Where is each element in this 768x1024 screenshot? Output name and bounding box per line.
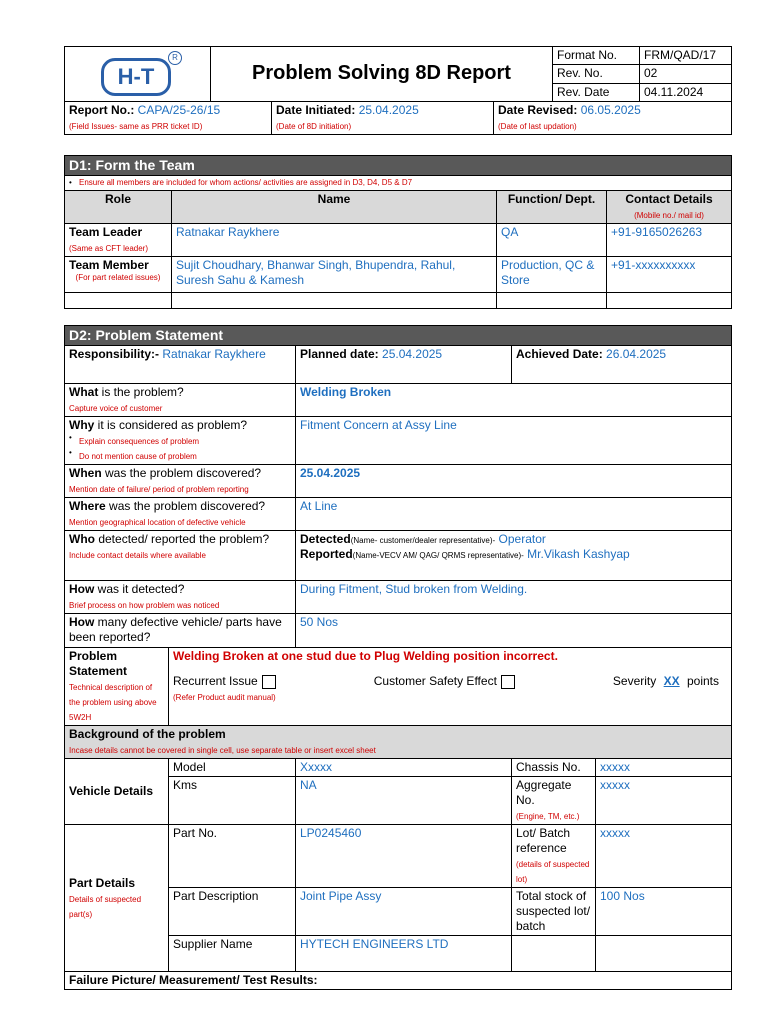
team-member-function: Production, QC & Store bbox=[497, 257, 607, 293]
col-contact: Contact Details (Mobile no./ mail id) bbox=[607, 191, 732, 224]
report-page bbox=[64, 46, 731, 990]
report-info-table bbox=[64, 101, 732, 135]
problem-statement-text: Welding Broken at one stud due to Plug Welding position incorrect. bbox=[173, 649, 558, 663]
report-no-label: Report No.: bbox=[69, 103, 135, 117]
team-leader-function: QA bbox=[497, 224, 607, 257]
what-question: What is the problem? Capture voice of customer bbox=[65, 384, 296, 417]
meta-value: 04.11.2024 bbox=[640, 83, 732, 101]
logo-cell bbox=[65, 47, 211, 102]
how-many-answer: 50 Nos bbox=[296, 614, 732, 648]
d1-table bbox=[64, 155, 732, 309]
company-logo bbox=[101, 53, 178, 96]
chassis-value: xxxxx bbox=[596, 759, 732, 777]
page-title-cell bbox=[211, 47, 553, 102]
stock-value: 100 Nos bbox=[596, 888, 732, 936]
part-details-label: Part Details Details of suspected part(s) bbox=[65, 825, 169, 972]
part-no-value: LP0245460 bbox=[296, 825, 512, 888]
supplier-value: HYTECH ENGINEERS LTD bbox=[296, 936, 512, 972]
who-answer: Detected(Name- customer/dealer representative)- Operator Reported(Name-VECV AM/ QAG/ QRMS representative)- Mr.Vikash Kashyap bbox=[296, 531, 732, 581]
planned-date-cell: Planned date: 25.04.2025 bbox=[296, 346, 512, 384]
team-member-name: Sujit Choudhary, Bhanwar Singh, Bhupendra, Rahul, Suresh Sahu & Kamesh bbox=[172, 257, 497, 293]
kms-value: NA bbox=[296, 777, 512, 825]
severity-label: Severity bbox=[612, 674, 657, 688]
date-revised-note: (Date of last updation) bbox=[498, 122, 577, 131]
col-role: Role bbox=[65, 191, 172, 224]
achieved-date-cell: Achieved Date: 26.04.2025 bbox=[512, 346, 732, 384]
vehicle-details-label: Vehicle Details bbox=[65, 759, 169, 825]
aggregate-value: xxxxx bbox=[596, 777, 732, 825]
safety-effect-label: Customer Safety Effect bbox=[373, 674, 497, 688]
why-question: Why it is considered as problem? • Explain consequences of problem • Do not mention cause of problem bbox=[65, 417, 296, 465]
team-member-role: Team Member (For part related issues) bbox=[65, 257, 172, 293]
report-no-value: CAPA/25-26/15 bbox=[137, 103, 221, 117]
problem-statement-cell: Welding Broken at one stud due to Plug Welding position incorrect. Recurrent Issue (Refer Product audit manual) Customer Safety Effect Severity XX points bbox=[169, 648, 732, 726]
d1-note: • Ensure all members are included for whom actions/ activities are assigned in D3, D4, D5 & D7 bbox=[65, 176, 732, 191]
date-initiated-note: (Date of 8D initiation) bbox=[276, 122, 352, 131]
date-revised-cell bbox=[494, 102, 732, 135]
meta-value: 02 bbox=[640, 65, 732, 83]
team-leader-contact: +91-9165026263 bbox=[607, 224, 732, 257]
lot-value: xxxxx bbox=[596, 825, 732, 888]
severity-value[interactable]: XX bbox=[663, 674, 680, 688]
meta-label: Rev. Date bbox=[553, 83, 640, 101]
where-answer: At Line bbox=[296, 498, 732, 531]
background-header: Background of the problem Incase details cannot be covered in single cell, use separate table or insert excel sheet bbox=[65, 726, 732, 759]
meta-label: Format No. bbox=[553, 47, 640, 65]
date-revised-label: Date Revised: bbox=[498, 103, 578, 117]
team-member-contact: +91-xxxxxxxxxx bbox=[607, 257, 732, 293]
why-answer: Fitment Concern at Assy Line bbox=[296, 417, 732, 465]
col-name: Name bbox=[172, 191, 497, 224]
date-initiated-value: 25.04.2025 bbox=[358, 103, 419, 117]
report-no-note: (Field Issues- same as PRR ticket ID) bbox=[69, 122, 203, 131]
failure-picture-label: Failure Picture/ Measurement/ Test Results: bbox=[65, 972, 732, 990]
d1-title: D1: Form the Team bbox=[65, 156, 732, 176]
d2-title: D2: Problem Statement bbox=[65, 326, 732, 346]
meta-value: FRM/QAD/17 bbox=[640, 47, 732, 65]
d2-table: D2: Problem Statement Responsibility:- Ratnakar Raykhere Planned date: 25.04.2025 Achieved Date: 26.04.2025 What is the problem? Capture voice of customer Welding Broken Why it is considered as problem? • Explain consequences of problem • Do not mention cause of problem Fitment Concern at Assy Line When was the problem discovered? Mention date of failure/ period of problem reporting 25.04.2025 Where was the problem discovered? Mention geographical location of defective vehicle At Line Who detected/ reported the problem? Include contact details where available Detected(Name- customer/dealer representative)- Operator Reported(Name-VECV AM/ QAG/ QRMS representative)- Mr.Vikash Kashyap How was it detected? Brief process on how problem was noticed During Fitment, Stud broken from Welding. How many defective vehicle/ parts have been reported? 50 Nos Problem Statement Technical description of the problem using above 5W2H Welding Broken at one stud due to Plug Welding position incorrect. Recurrent Issue (Refer Product audit manual) Customer Safety Effect Severity XX points Background of the problem Incase details cannot be covered in single cell, use separate table or insert excel sheet Vehicle Details Model Xxxxx Chassis No. xxxxx Kms NA Aggregate No. (Engine, TM, etc.) xxxxx Part Details Details of suspected part(s) Part No. LP0245460 Lot/ Batch reference (details of suspected lot) xxxxx Part Description Joint Pipe Assy Total stock of suspected lot/ batch 100 Nos Supplier Name HYTECH ENGINEERS LTD Failure Picture/ Measurement/ Test Results: bbox=[64, 325, 732, 990]
date-initiated-label: Date Initiated: bbox=[276, 103, 356, 117]
page-title: Problem Solving 8D Report bbox=[252, 61, 511, 84]
how-answer: During Fitment, Stud broken from Welding. bbox=[296, 581, 732, 614]
safety-effect-checkbox[interactable] bbox=[501, 675, 515, 689]
when-answer: 25.04.2025 bbox=[296, 465, 732, 498]
part-description-value: Joint Pipe Assy bbox=[296, 888, 512, 936]
team-leader-role: Team Leader (Same as CFT leader) bbox=[65, 224, 172, 257]
where-question: Where was the problem discovered? Mention geographical location of defective vehicle bbox=[65, 498, 296, 531]
recurrent-issue-label: Recurrent Issue bbox=[173, 674, 258, 688]
how-question: How was it detected? Brief process on how problem was noticed bbox=[65, 581, 296, 614]
responsibility-cell: Responsibility:- Ratnakar Raykhere bbox=[65, 346, 296, 384]
how-many-question: How many defective vehicle/ parts have been reported? bbox=[65, 614, 296, 648]
meta-label: Rev. No. bbox=[553, 65, 640, 83]
date-revised-value: 06.05.2025 bbox=[580, 103, 641, 117]
problem-statement-label: Problem Statement Technical description of the problem using above 5W2H bbox=[65, 648, 169, 726]
team-leader-name: Ratnakar Raykhere bbox=[172, 224, 497, 257]
who-question: Who detected/ reported the problem? Include contact details where available bbox=[65, 531, 296, 581]
date-initiated-cell bbox=[272, 102, 494, 135]
registered-mark-icon: R bbox=[168, 51, 182, 65]
header-table bbox=[64, 46, 732, 102]
recurrent-issue-checkbox[interactable] bbox=[262, 675, 276, 689]
when-question: When was the problem discovered? Mention date of failure/ period of problem reporting bbox=[65, 465, 296, 498]
model-value: Xxxxx bbox=[296, 759, 512, 777]
what-answer: Welding Broken bbox=[296, 384, 732, 417]
logo-text: H-T bbox=[117, 64, 155, 89]
report-no-cell bbox=[65, 102, 272, 135]
col-function: Function/ Dept. bbox=[497, 191, 607, 224]
